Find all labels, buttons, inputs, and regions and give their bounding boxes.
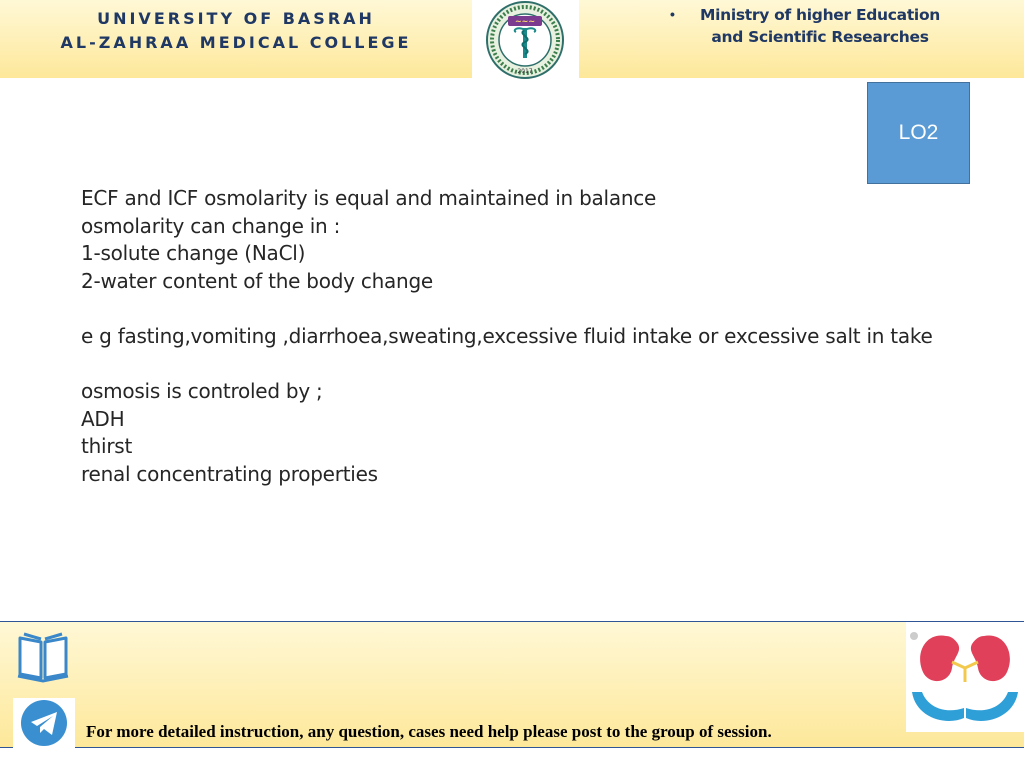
paragraph-gap (81, 351, 941, 379)
university-name: UNIVERSITY OF BASRAH (97, 9, 375, 28)
svg-text:~~~: ~~~ (514, 17, 536, 26)
slide-body (81, 185, 941, 489)
book-icon[interactable] (14, 626, 72, 684)
body-line: renal concentrating properties (81, 461, 378, 486)
body-line: osmolarity can change in : (81, 213, 341, 238)
body-line: ECF and ICF osmolarity is equal and maintained in balance (81, 186, 657, 210)
body-line-examples: e g fasting,vomiting ,diarrhoea,sweating,excessive fluid intake or excessive salt in take (81, 323, 933, 348)
close-icon (910, 632, 918, 640)
body-line: osmosis is controled by ; (81, 379, 323, 404)
kidney-hands-illustration (906, 622, 1024, 732)
college-seal-icon (472, 0, 579, 80)
body-line: 2-water content of the body change (81, 268, 433, 293)
body-line: thirst (81, 434, 133, 459)
paragraph-gap (81, 295, 941, 323)
learning-objective-badge: LO2 (867, 82, 970, 184)
footer-instruction: For more detailed instruction, any question, cases need help please post to the group of session. (86, 722, 772, 741)
ministry-name: Ministry of higher Education (699, 6, 941, 24)
ministry-bullet: • (670, 6, 675, 22)
ministry-subtitle: and Scientific Researches (711, 28, 929, 46)
body-line: 1-solute change (NaCl) (81, 241, 306, 266)
logo-year: 2017 (517, 68, 533, 75)
telegram-icon[interactable] (13, 698, 75, 748)
college-name: AL-ZAHRAA MEDICAL COLLEGE (60, 33, 412, 52)
body-line: ADH (81, 406, 125, 431)
college-logo (472, 0, 579, 80)
